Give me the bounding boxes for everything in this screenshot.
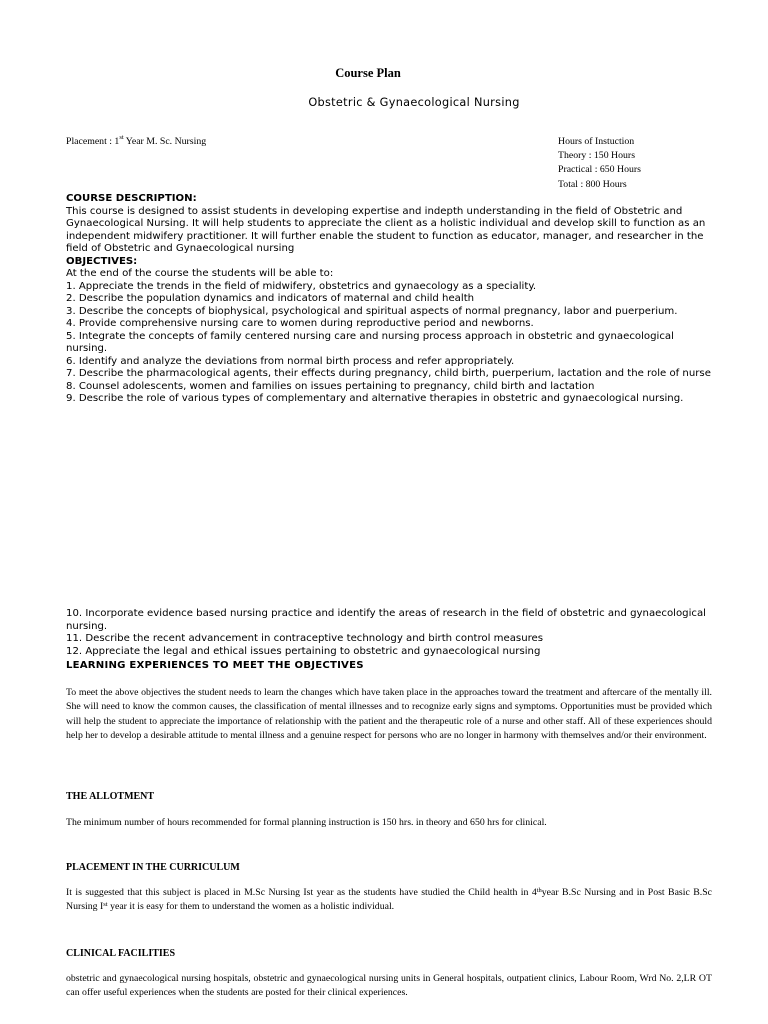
objective-item: 5. Integrate the concepts of family centered nursing care and nursing process approach in obstetric and gynaecological nursing. [66, 330, 674, 354]
objectives-continued [66, 608, 712, 658]
placement-sup: st [119, 134, 124, 141]
learning-experiences-text: To meet the above objectives the student needs to learn the changes which have taken place in the approaches toward the treatment and aftercare of the mentally ill. She will need to know the common causes, the classification of mental illnesses and to recognize early signs and symptoms. Opportunities must be provided which will help the student to appreciate the importance of relationship with the patient and the therapeutic role of a nurse and other staff. All of these experiences should help her to develop a desirable attitude to mental illness and a genuine respect for persons who are no longer in harmony with themselves and/or their environment. [66, 687, 712, 742]
placement-curriculum-heading: PLACEMENT IN THE CURRICULUM [66, 862, 240, 873]
course-description-section [66, 193, 712, 406]
objective-item: 10. Incorporate evidence based nursing practice and identify the areas of research in the field of obstetric and gynaecological nursing. [66, 608, 706, 632]
objectives-heading: OBJECTIVES: [66, 255, 138, 267]
placement-curriculum-text-b: year B.Sc Nursing and in Post Basic B.Sc Nursing I [66, 887, 712, 913]
hours-of-instruction [558, 135, 641, 192]
objective-item: 8. Counsel adolescents, women and families on issues pertaining to pregnancy, child birth and lactation [66, 380, 595, 392]
hours-line: Hours of Instuction [558, 136, 635, 147]
placement-curriculum-sup-a: th [536, 887, 542, 894]
allotment-text: The minimum number of hours recommended for formal planning instruction is 150 hrs. in theory and 650 hrs for clinical. [66, 817, 547, 828]
objective-item: 7. Describe the pharmacological agents, their effects during pregnancy, child birth, puerperium, lactation and the role of nurse [66, 368, 711, 379]
hours-line: Total : 800 Hours [558, 178, 627, 190]
objectives-intro: At the end of the course the students will be able to: [66, 268, 334, 279]
objective-item: 6. Identify and analyze the deviations from normal birth process and refer appropriately. [66, 355, 515, 367]
hours-line: Theory : 150 Hours [558, 150, 636, 162]
clinical-facilities-heading: CLINICAL FACILITIES [66, 948, 176, 959]
objective-item: 9. Describe the role of various types of complementary and alternative therapies in obstetric and gynaecological nursing. [66, 393, 684, 404]
objective-item: 3. Describe the concepts of biophysical, psychological and spiritual aspects of normal pregnancy, labor and puerperium. [66, 305, 678, 317]
clinical-facilities-text: obstetric and gynaecological nursing hospitals, obstetric and gynaecological nursing units in General hospitals, outpatient clinics, Labour Room, Wrd No. 2,LR OT can offer useful experiences when the students are posted for their clinical experiences. [66, 973, 712, 999]
placement-curriculum-text-c: year it is easy for them to understand the women as a holistic individual. [107, 901, 395, 913]
placement-curriculum-sup-b: st [103, 901, 108, 909]
placement-prefix: Placement : 1 [66, 136, 120, 147]
learning-experiences-heading: LEARNING EXPERIENCES TO MEET THE OBJECTIVES [66, 660, 364, 671]
course-description-heading: COURSE DESCRIPTION: [66, 193, 197, 204]
objective-item: 4. Provide comprehensive nursing care to women during reproductive period and newborns. [66, 318, 534, 329]
placement-line [66, 136, 206, 147]
page-title: Course Plan [335, 66, 401, 80]
objective-item: 1. Appreciate the trends in the field of midwifery, obstetrics and gynaecology as a speciality. [66, 280, 537, 292]
placement-suffix: Year M. Sc. Nursing [123, 136, 207, 147]
course-description-text: This course is designed to assist students in developing expertise and indepth understanding in the field of Obstetric and Gynaecological Nursing. It will help students to appreciate the client as a holistic individual and develop skill to function as an independent midwifery practitioner. It will further enable the student to function as educator, manager, and researcher in the field of Obstetric and Gynaecological nursing [66, 205, 706, 254]
objective-item: 2. Describe the population dynamics and indicators of maternal and child health [66, 293, 475, 304]
placement-curriculum-text-a: It is suggested that this subject is placed in M.Sc Nursing Ist year as the students have studied the Child health in 4 [66, 887, 537, 898]
hours-line: Practical : 650 Hours [558, 164, 641, 176]
placement-curriculum-text [66, 886, 712, 915]
page-subtitle: Obstetric & Gynaecological Nursing [308, 96, 520, 109]
objective-item: 12. Appreciate the legal and ethical issues pertaining to obstetric and gynaecological nursing [66, 645, 541, 657]
allotment-heading: THE ALLOTMENT [66, 791, 155, 802]
objective-item: 11. Describe the recent advancement in contraceptive technology and birth control measures [66, 633, 544, 644]
